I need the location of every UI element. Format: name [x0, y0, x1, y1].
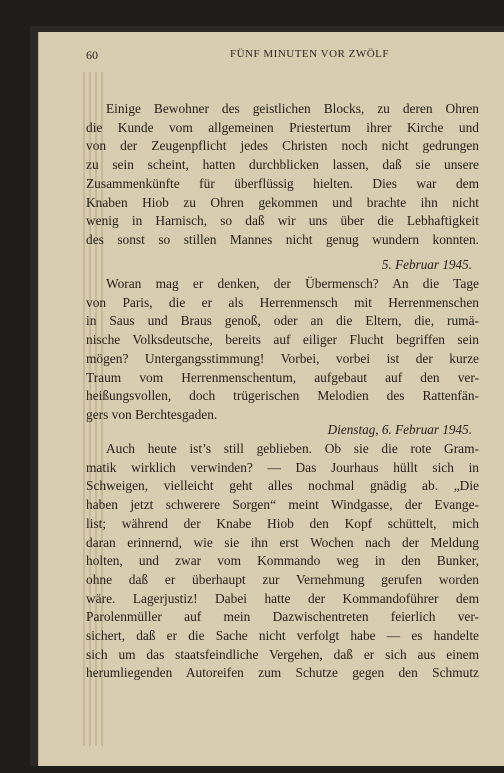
date-entry-2: Dienstag, 6. Februar 1945.: [327, 422, 472, 437]
text-line: zu sein scheint, hatten durchblicken lassen, daß sie unsere: [86, 157, 479, 173]
text-line: sich um das staatsfeindliche Vergehen, daß er sich aus einem: [86, 646, 479, 662]
text-line: ohne daß er überhaupt zur Vernehmung gerufen worden: [86, 571, 479, 587]
text-line: Traum vom Herrenmenschentum, aufgebaut auf den ver-: [86, 369, 479, 385]
text-line: von Paris, die er als Herrenmensch mit Herrenmenschen: [86, 294, 479, 310]
text-line: des sonst so stillen Mannes nicht genug wundern konnten.: [86, 231, 479, 247]
text-line: in Saus und Braus genoß, oder an die Eltern, die, rumä-: [86, 313, 479, 329]
text-line: Knaben Hiob zu Ohren gekommen und brachte ihn nicht: [86, 194, 479, 210]
text-line: die Kunde vom allgemeinen Priestertum ihrer Kirche und: [86, 119, 479, 135]
entry-2-text: [86, 440, 479, 683]
text-line: heißungsvollen, doch trügerischen Melodien des Rattenfän-: [86, 388, 479, 404]
entry-1-text: [86, 275, 479, 425]
text-line: holten, und zwar vom Kommando weg in den Bunker,: [86, 553, 479, 569]
page-number: 60: [86, 48, 98, 62]
text-line: matik wirklich verwinden? — Das Jourhaus hüllt sich in: [86, 459, 479, 475]
paragraph-1: [86, 100, 479, 250]
text-line: gers von Berchtesgaden.: [86, 406, 218, 422]
text-line: Schweigen, vielleicht geht alles nochmal gnädig ab. „Die: [86, 478, 479, 494]
text-line: Zusammenkünfte für überflüssig hielten. Dies war dem: [86, 175, 479, 191]
text-line: Parolenmüller auf mein Dazwischentreten feierlich ver-: [86, 609, 479, 625]
text-line: haben jetzt schwerere Sorgen“ meint Windgasse, der Evange-: [86, 497, 479, 513]
date-entry-1: 5. Februar 1945.: [381, 257, 472, 272]
text-line: daran erinnernd, wie sie ihn erst Wochen nach der Meldung: [86, 534, 479, 550]
text-line: von der Zeugenpflicht jedes Christen noch nicht gedrungen: [86, 138, 479, 154]
text-line: list; während der Knabe Hiob den Kopf schüttelt, mich: [86, 515, 479, 531]
text-line: Einige Bewohner des geistlichen Blocks, zu deren Ohren: [106, 101, 479, 116]
page-header: [0, 48, 504, 64]
text-line: herumliegenden Autoreifen zum Schutze gegen den Schmutz: [86, 665, 479, 681]
text-line: mögen? Untergangsstimmung! Vorbei, vorbei ist der kurze: [86, 350, 479, 366]
text-line: Woran mag er denken, der Übermensch? An die Tage: [106, 276, 479, 291]
running-head: FÜNF MINUTEN VOR ZWÖLF: [230, 48, 389, 60]
page-edge: [83, 72, 85, 746]
text-line: wenig in Harnisch, so daß wir uns über die Lebhaftigkeit: [86, 213, 479, 229]
text-line: nische Volksdeutsche, bereits auf eiliger Flucht begriffen sein: [86, 332, 479, 348]
text-line: Auch heute ist’s still geblieben. Ob sie die rote Gram-: [106, 441, 479, 456]
text-line: sichert, daß er die Sache nicht verfolgt habe — es handelte: [86, 628, 479, 644]
text-line: wäre. Lagerjustiz! Dabei hatte der Kommandoführer dem: [86, 590, 479, 606]
